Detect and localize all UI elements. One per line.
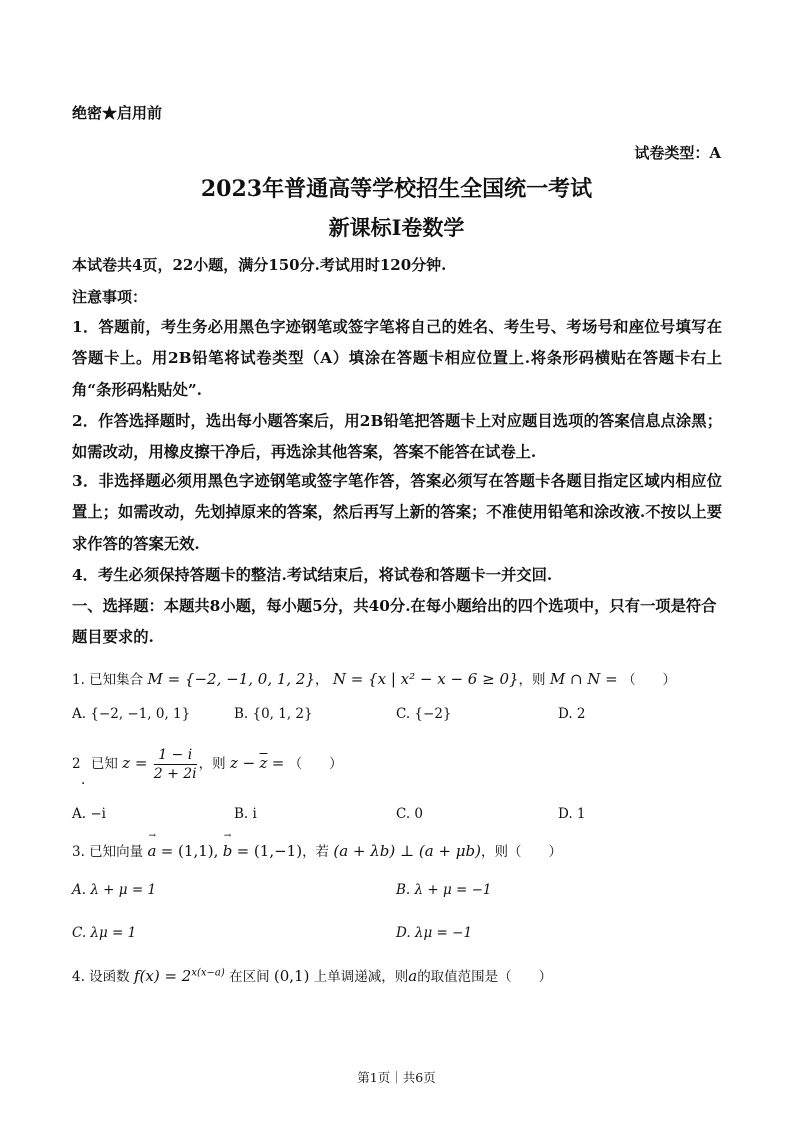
notes-heading: 注意事项： [72, 288, 148, 306]
note-item: 1．答题前，考生务必用黑色字迹钢笔或签字笔将自己的姓名、考生号、考场号和座位号填写在答题卡上。用2B铅笔将试卷类型（A）填涂在答题卡相应位置上.将条形码横贴在答题卡右上角“条形码粘贴处”. [72, 318, 722, 399]
q1-option-a: A. {−2, −1, 0, 1} [72, 706, 191, 722]
q4-function: f(x) = 2 [133, 967, 192, 985]
q3-option-a: A. λ + μ = 1 [72, 882, 157, 898]
q4-variable: a [408, 967, 418, 985]
question-1 [72, 668, 676, 688]
q1-comma: ， [315, 672, 329, 688]
question-4 [72, 965, 552, 985]
q4-mid: 在区间 [229, 969, 270, 985]
q4-prefix: 4. 设函数 [72, 969, 130, 985]
q3-b-def: = (1,−1) [236, 842, 303, 860]
q2-number: 2 [72, 756, 81, 772]
exam-subtitle: 新课标Ⅰ卷数学 [328, 215, 465, 240]
page-footer: 第1页｜共6页 [357, 1070, 436, 1085]
q2-option-c: C. 0 [396, 806, 424, 822]
note-item: 4．考生必须保持答题卡的整洁.考试结束后，将试卷和答题卡一并交回. [72, 566, 553, 584]
q2-then: ，则 [198, 756, 226, 772]
q1-paren: （ ） [622, 672, 677, 688]
q4-tail: 的取值范围是（ ） [417, 969, 553, 985]
note-item: 3．非选择题必须用黑色字迹钢笔或签字笔作答，答案必须写在答题卡各题目指定区域内相应位置上；如需改动，先划掉原来的答案，然后再写上新的答案；不准使用铅笔和涂改液.不按以上要求作答的答案无效. [72, 472, 722, 553]
q3-cond-prefix: ，若 [302, 844, 330, 860]
q3-prefix: 3. 已知向量 [72, 844, 144, 860]
q2-prefix: 已知 [90, 756, 118, 772]
confidential-label: 绝密★启用前 [72, 104, 163, 122]
q3-condition: (a + λb) ⊥ (a + μb) [333, 842, 481, 860]
q1-option-c: C. {−2} [396, 706, 452, 722]
q1-prefix: 1. 已知集合 [72, 672, 144, 688]
q2-numerator: 1 − i [154, 746, 197, 765]
paper-type: 试卷类型：A [634, 144, 721, 162]
q2-option-b: B. i [234, 806, 257, 822]
exam-intro: 本试卷共4页，22小题，满分150分.考试用时120分钟. [72, 256, 447, 274]
q4-mid2: 上单调递减，则 [313, 969, 409, 985]
q1-expr: M ∩ N = [549, 670, 618, 688]
q2-denominator: 2 + 2i [153, 766, 197, 782]
q2-dot: . [81, 772, 86, 788]
q3-a-def: = (1,1), [160, 842, 219, 860]
question-3 [72, 840, 562, 860]
q4-exponent: x(x−a) [191, 967, 225, 979]
q2-option-d: D. 1 [558, 806, 586, 822]
note-item: 2．作答选择题时，选出每小题答案后，用2B铅笔把答题卡上对应题目选项的答案信息点涂黑；如需改动，用橡皮擦干净后，再选涂其他答案，答案不能答在试卷上. [72, 412, 722, 462]
q2-lhs: z = [122, 754, 148, 772]
q2-paren: （ ） [288, 756, 343, 772]
q2-option-a: A. −i [72, 806, 106, 822]
q3-then: ，则（ ） [480, 844, 562, 860]
q3-vector-a: → a [147, 842, 156, 860]
q3-option-c: C. λμ = 1 [72, 925, 137, 941]
q2-expr-eq: = [271, 754, 285, 772]
q1-option-d: D. 2 [558, 706, 586, 722]
q3-option-d: D. λμ = −1 [396, 925, 473, 941]
q2-expr-z: z − [229, 754, 256, 772]
question-2 [72, 746, 343, 788]
q2-expr-zbar: $\overline{z}$ [259, 754, 268, 772]
q4-interval: (0,1) [273, 967, 310, 985]
exam-title: 2023年普通高等学校招生全国统一考试 [200, 176, 593, 202]
q2-fraction [154, 746, 197, 783]
q1-then: ，则 [518, 672, 546, 688]
q3-vector-b: → b [223, 842, 233, 860]
q1-set-n: N = {x | x² − x − 6 ≥ 0} [332, 670, 519, 688]
q1-set-m: M = {−2, −1, 0, 1, 2} [147, 670, 316, 688]
q1-option-b: B. {0, 1, 2} [234, 706, 313, 722]
q3-option-b: B. λ + μ = −1 [396, 882, 492, 898]
section-heading: 一、选择题：本题共8小题，每小题5分，共40分.在每小题给出的四个选项中，只有一项是符合题目要求的. [72, 597, 717, 646]
